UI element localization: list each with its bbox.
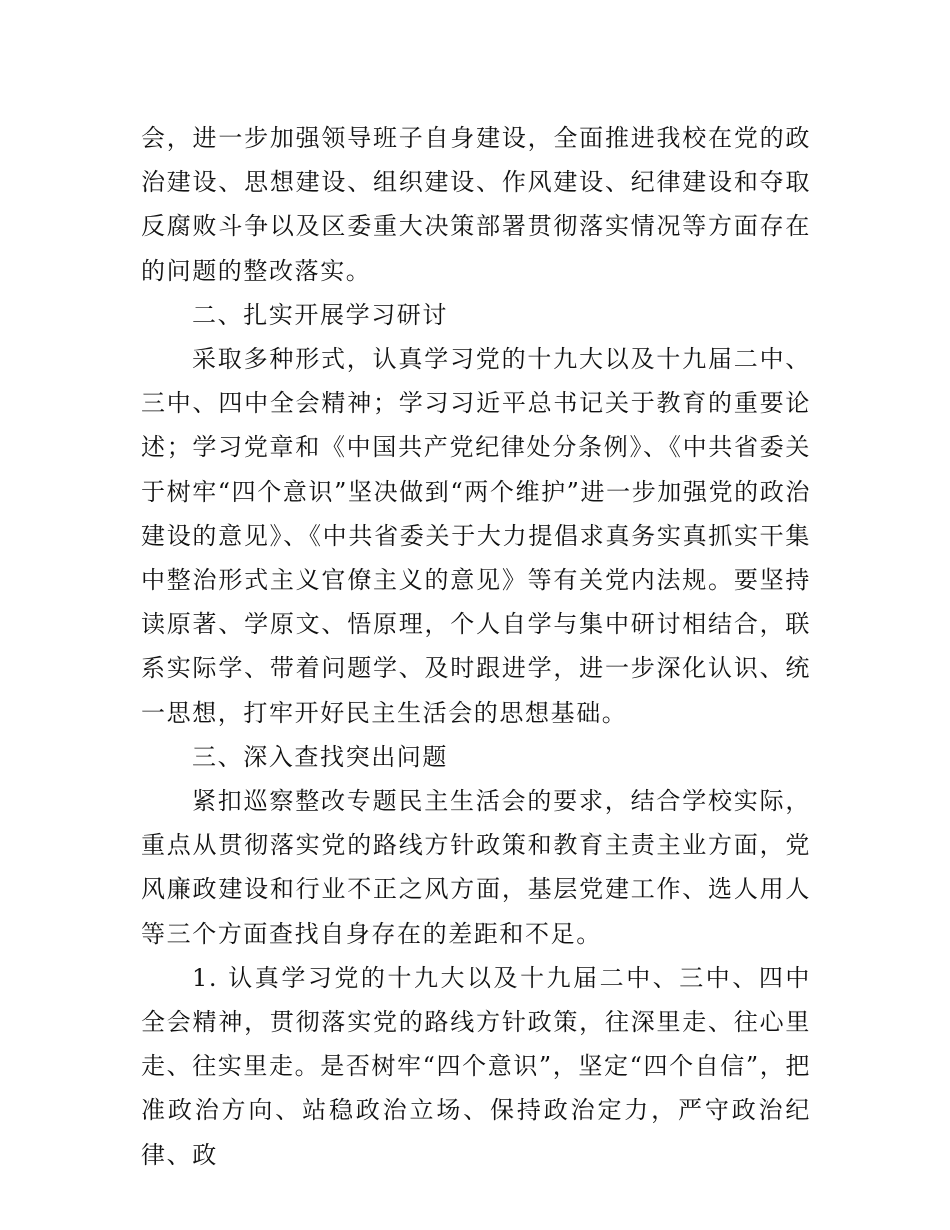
section-heading-study: 二、扎实开展学习研讨 [192, 300, 448, 329]
document-body [141, 116, 811, 1177]
paragraph-item-1: 1. 认真学习党的十九大以及十九届二中、三中、四中全会精神，贯彻落实党的路线方针政策，往深里走、往心里走、往实里走。是否树牢“四个意识”，坚定“四个自信”，把准政治方向、站稳政治立场、保持政治定力，严守政治纪律、政 [141, 963, 811, 1169]
paragraph-continuation: 会，进一步加强领导班子自身建设，全面推进我校在党的政治建设、思想建设、组织建设、作风建设、纪律建设和夺取反腐败斗争以及区委重大决策部署贯彻落实情况等方面存在的问题的整改落实。 [141, 124, 811, 285]
section-heading-problems: 三、深入查找突出问题 [192, 742, 448, 771]
paragraph-study: 采取多种形式，认真学习党的十九大以及十九届二中、三中、四中全会精神；学习习近平总书记关于教育的重要论述；学习党章和《中国共产党纪律处分条例》、《中共省委关于树牢“四个意识”坚决做到“两个维护”进一步加强党的政治建设的意见》、《中共省委关于大力提倡求真务实真抓实干集中整治形式主义官僚主义的意见》等有关党内法规。要坚持读原著、学原文、悟原理，个人自学与集中研讨相结合，联系实际学、带着问题学、及时跟进学，进一步深化认识、统一思想，打牢开好民主生活会的思想基础。 [141, 345, 811, 727]
paragraph-problems: 紧扣巡察整改专题民主生活会的要求，结合学校实际，重点从贯彻落实党的路线方针政策和教育主责主业方面，党风廉政建设和行业不正之风方面，基层党建工作、选人用人等三个方面查找自身存在的差距和不足。 [141, 787, 811, 948]
